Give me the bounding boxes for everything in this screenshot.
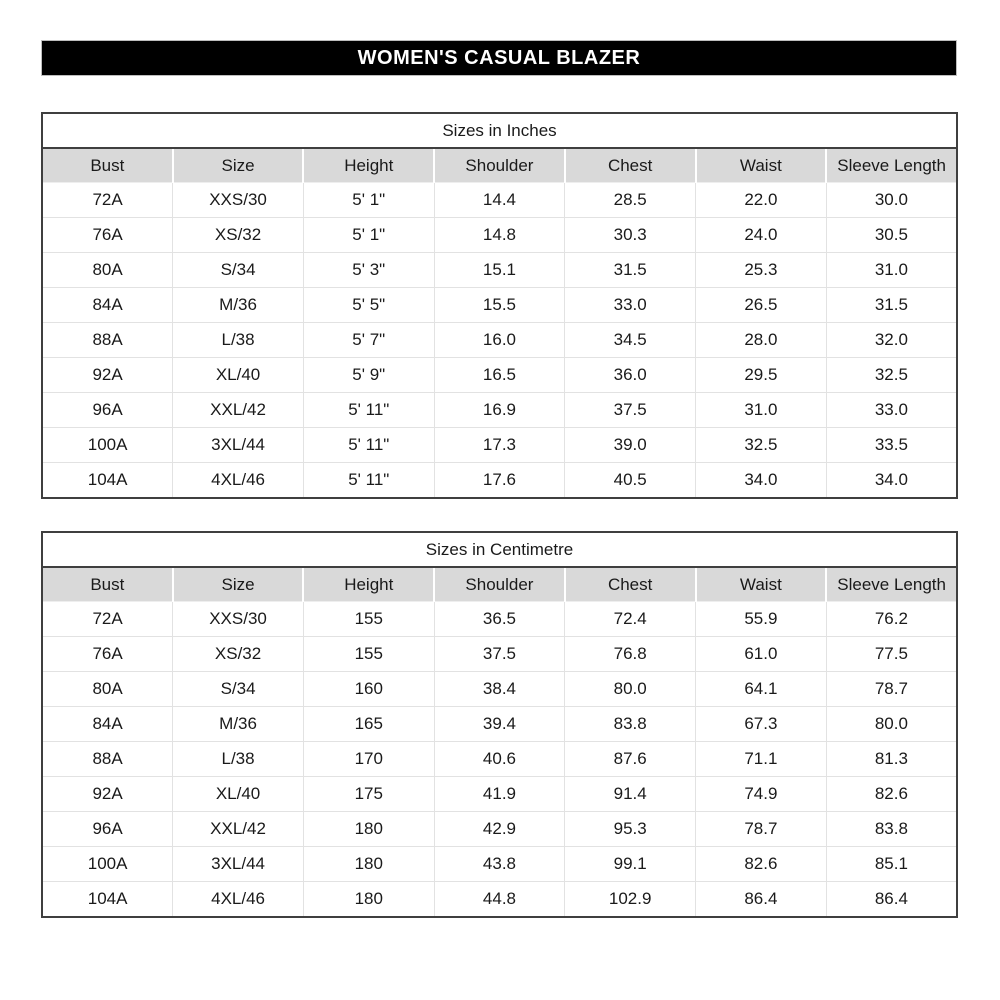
- table-cell: 180: [303, 812, 434, 847]
- table-row: [42, 812, 957, 847]
- table-cell: 64.1: [696, 672, 827, 707]
- column-header: Height: [303, 567, 434, 602]
- table-cell: 31.5: [826, 288, 957, 323]
- table-cell: 15.5: [434, 288, 565, 323]
- table-cell: 4XL/46: [173, 882, 304, 918]
- table-cell: 83.8: [826, 812, 957, 847]
- table-cell: 55.9: [696, 602, 827, 637]
- column-header: Chest: [565, 567, 696, 602]
- table-row: [42, 428, 957, 463]
- table-cell: M/36: [173, 288, 304, 323]
- sizes-in-centimetre-table: [41, 531, 958, 918]
- table-cell: 180: [303, 847, 434, 882]
- table-cell: 74.9: [696, 777, 827, 812]
- table-cell: XL/40: [173, 777, 304, 812]
- column-header: Bust: [42, 148, 173, 183]
- table-cell: 33.5: [826, 428, 957, 463]
- column-header: Chest: [565, 148, 696, 183]
- table-cell: 5' 5": [303, 288, 434, 323]
- table-row: [42, 288, 957, 323]
- table-cell: 85.1: [826, 847, 957, 882]
- table-row: [42, 672, 957, 707]
- table-cell: 102.9: [565, 882, 696, 918]
- column-header: Size: [173, 567, 304, 602]
- table-cell: 36.5: [434, 602, 565, 637]
- table-cell: 82.6: [826, 777, 957, 812]
- table-cell: S/34: [173, 672, 304, 707]
- table-cell: 39.4: [434, 707, 565, 742]
- table-cell: XXL/42: [173, 393, 304, 428]
- table-row: [42, 602, 957, 637]
- table-cell: 32.0: [826, 323, 957, 358]
- table-cell: 84A: [42, 707, 173, 742]
- table-cell: L/38: [173, 323, 304, 358]
- table-cell: XS/32: [173, 637, 304, 672]
- table-cell: 5' 3": [303, 253, 434, 288]
- table-cell: 37.5: [434, 637, 565, 672]
- table-header-row: [42, 148, 957, 183]
- table-cell: 33.0: [826, 393, 957, 428]
- table-cell: 175: [303, 777, 434, 812]
- table-cell: 33.0: [565, 288, 696, 323]
- product-title: WOMEN'S CASUAL BLAZER: [357, 46, 641, 69]
- column-header: Bust: [42, 567, 173, 602]
- table-cell: 4XL/46: [173, 463, 304, 499]
- table-cell: 5' 11": [303, 428, 434, 463]
- table-cell: 170: [303, 742, 434, 777]
- table-title: Sizes in Centimetre: [42, 532, 957, 567]
- table-cell: 95.3: [565, 812, 696, 847]
- column-header: Shoulder: [434, 567, 565, 602]
- table-cell: 91.4: [565, 777, 696, 812]
- table-cell: 96A: [42, 812, 173, 847]
- table-cell: 14.8: [434, 218, 565, 253]
- table-cell: XS/32: [173, 218, 304, 253]
- table-cell: 42.9: [434, 812, 565, 847]
- table-cell: 104A: [42, 882, 173, 918]
- table-cell: 14.4: [434, 183, 565, 218]
- table-cell: 155: [303, 637, 434, 672]
- table-cell: 77.5: [826, 637, 957, 672]
- table-row: [42, 637, 957, 672]
- table-cell: 76.8: [565, 637, 696, 672]
- table-cell: 40.5: [565, 463, 696, 499]
- table-cell: 80A: [42, 672, 173, 707]
- table-row: [42, 253, 957, 288]
- table-cell: S/34: [173, 253, 304, 288]
- table-cell: 88A: [42, 323, 173, 358]
- table-cell: 155: [303, 602, 434, 637]
- table-cell: 81.3: [826, 742, 957, 777]
- table-row: [42, 463, 957, 499]
- table-row: [42, 847, 957, 882]
- column-header: Size: [173, 148, 304, 183]
- table-cell: 72A: [42, 183, 173, 218]
- table-cell: 30.0: [826, 183, 957, 218]
- table-cell: 5' 11": [303, 463, 434, 499]
- table-cell: 5' 1": [303, 218, 434, 253]
- table-row: [42, 707, 957, 742]
- table-cell: 100A: [42, 428, 173, 463]
- table-cell: 31.0: [696, 393, 827, 428]
- table-cell: XXL/42: [173, 812, 304, 847]
- table-cell: 41.9: [434, 777, 565, 812]
- table-row: [42, 323, 957, 358]
- table-row: [42, 742, 957, 777]
- column-header: Waist: [696, 148, 827, 183]
- table-cell: 92A: [42, 777, 173, 812]
- table-cell: 61.0: [696, 637, 827, 672]
- table-cell: 25.3: [696, 253, 827, 288]
- table-cell: 96A: [42, 393, 173, 428]
- table-cell: 86.4: [826, 882, 957, 918]
- table-cell: 80.0: [826, 707, 957, 742]
- table-cell: 31.5: [565, 253, 696, 288]
- table-cell: 180: [303, 882, 434, 918]
- table-cell: 78.7: [826, 672, 957, 707]
- table-cell: 34.5: [565, 323, 696, 358]
- table-cell: 15.1: [434, 253, 565, 288]
- table-cell: 17.6: [434, 463, 565, 499]
- table-cell: XXS/30: [173, 183, 304, 218]
- table-cell: 92A: [42, 358, 173, 393]
- table-cell: 5' 1": [303, 183, 434, 218]
- table-cell: 5' 9": [303, 358, 434, 393]
- table-cell: 82.6: [696, 847, 827, 882]
- table-cell: 99.1: [565, 847, 696, 882]
- table-cell: 24.0: [696, 218, 827, 253]
- table-cell: 100A: [42, 847, 173, 882]
- table-cell: 67.3: [696, 707, 827, 742]
- column-header: Height: [303, 148, 434, 183]
- table-cell: 84A: [42, 288, 173, 323]
- table-title: Sizes in Inches: [42, 113, 957, 148]
- table-cell: 3XL/44: [173, 428, 304, 463]
- table-cell: 87.6: [565, 742, 696, 777]
- table-cell: 43.8: [434, 847, 565, 882]
- table-cell: 165: [303, 707, 434, 742]
- table-cell: 80A: [42, 253, 173, 288]
- table-cell: 44.8: [434, 882, 565, 918]
- table-cell: 80.0: [565, 672, 696, 707]
- table-cell: 71.1: [696, 742, 827, 777]
- table-cell: 29.5: [696, 358, 827, 393]
- table-cell: 31.0: [826, 253, 957, 288]
- column-header: Sleeve Length: [826, 148, 957, 183]
- table-cell: 3XL/44: [173, 847, 304, 882]
- table-cell: 36.0: [565, 358, 696, 393]
- table-cell: 37.5: [565, 393, 696, 428]
- table-cell: 16.9: [434, 393, 565, 428]
- table-cell: 22.0: [696, 183, 827, 218]
- table-cell: 28.5: [565, 183, 696, 218]
- table-cell: L/38: [173, 742, 304, 777]
- table-cell: 34.0: [696, 463, 827, 499]
- table-cell: 30.5: [826, 218, 957, 253]
- table-cell: 72.4: [565, 602, 696, 637]
- product-title-banner: [41, 40, 957, 76]
- table-cell: 28.0: [696, 323, 827, 358]
- table-row: [42, 218, 957, 253]
- table-cell: 83.8: [565, 707, 696, 742]
- table-cell: M/36: [173, 707, 304, 742]
- table-cell: 5' 7": [303, 323, 434, 358]
- table-cell: 5' 11": [303, 393, 434, 428]
- table-row: [42, 777, 957, 812]
- table-cell: 160: [303, 672, 434, 707]
- table-cell: 30.3: [565, 218, 696, 253]
- table-cell: 26.5: [696, 288, 827, 323]
- table-cell: 104A: [42, 463, 173, 499]
- sizes-in-inches-table: [41, 112, 958, 499]
- table-cell: 32.5: [826, 358, 957, 393]
- table-cell: 16.5: [434, 358, 565, 393]
- table-title-row: [42, 113, 957, 148]
- column-header: Waist: [696, 567, 827, 602]
- table-cell: 38.4: [434, 672, 565, 707]
- table-cell: 40.6: [434, 742, 565, 777]
- table-cell: 78.7: [696, 812, 827, 847]
- column-header: Sleeve Length: [826, 567, 957, 602]
- table-row: [42, 183, 957, 218]
- table-cell: 86.4: [696, 882, 827, 918]
- table-cell: XL/40: [173, 358, 304, 393]
- table-cell: 39.0: [565, 428, 696, 463]
- table-row: [42, 882, 957, 918]
- table-row: [42, 358, 957, 393]
- table-cell: 32.5: [696, 428, 827, 463]
- table-cell: XXS/30: [173, 602, 304, 637]
- table-title-row: [42, 532, 957, 567]
- column-header: Shoulder: [434, 148, 565, 183]
- table-cell: 76A: [42, 637, 173, 672]
- table-cell: 76A: [42, 218, 173, 253]
- table-cell: 76.2: [826, 602, 957, 637]
- table-row: [42, 393, 957, 428]
- table-cell: 34.0: [826, 463, 957, 499]
- table-cell: 16.0: [434, 323, 565, 358]
- table-cell: 17.3: [434, 428, 565, 463]
- table-cell: 88A: [42, 742, 173, 777]
- table-cell: 72A: [42, 602, 173, 637]
- table-header-row: [42, 567, 957, 602]
